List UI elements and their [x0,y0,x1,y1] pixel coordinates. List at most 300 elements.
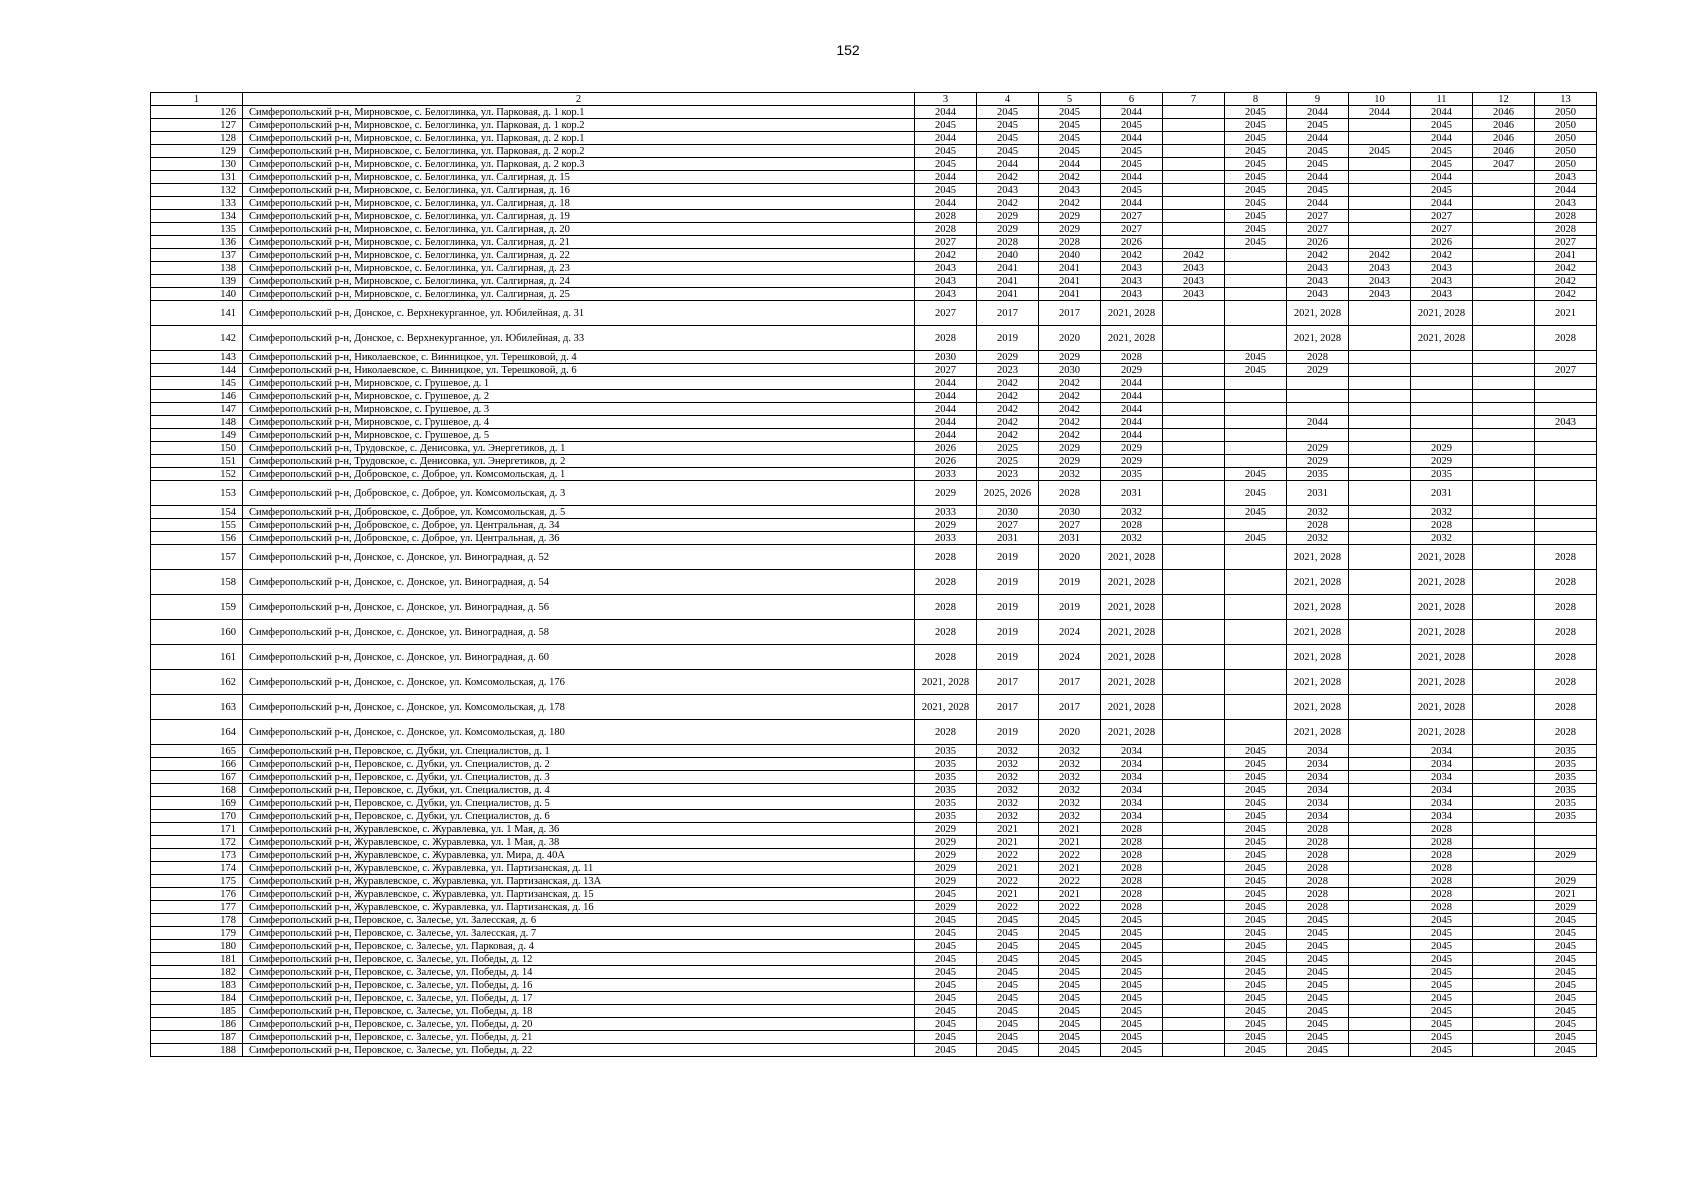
address-cell: Симферопольский р-н, Донское, с. Донское, ул. Виноградная, д. 60 [243,645,915,670]
row-number-cell: 164 [151,720,243,745]
year-cell [1287,377,1349,390]
year-cell [1473,771,1535,784]
year-cell: 2028 [1411,888,1473,901]
year-cell: 2021, 2028 [1287,301,1349,326]
year-cell [1473,171,1535,184]
year-cell [1287,390,1349,403]
year-cell: 2045 [977,940,1039,953]
row-number-cell: 171 [151,823,243,836]
year-cell: 2029 [915,519,977,532]
address-cell: Симферопольский р-н, Перовское, с. Дубки, ул. Специалистов, д. 2 [243,758,915,771]
year-cell: 2041 [1535,249,1597,262]
year-cell: 2043 [1535,416,1597,429]
year-cell: 2050 [1535,106,1597,119]
year-cell [1349,545,1411,570]
address-cell: Симферопольский р-н, Мирновское, с. Белоглинка, ул. Салгирная, д. 25 [243,288,915,301]
year-cell [1163,810,1225,823]
address-cell: Симферопольский р-н, Журавлевское, с. Журавлевка, ул. Партизанская, д. 16 [243,901,915,914]
row-number-cell: 137 [151,249,243,262]
header-row [151,93,1597,106]
row-number-cell: 163 [151,695,243,720]
year-cell: 2032 [1039,758,1101,771]
year-cell [1349,403,1411,416]
year-cell [1473,468,1535,481]
row-number-cell: 145 [151,377,243,390]
year-cell: 2019 [977,595,1039,620]
year-cell [1411,390,1473,403]
year-cell [1535,481,1597,506]
year-cell: 2028 [1535,695,1597,720]
year-cell: 2021, 2028 [1287,645,1349,670]
year-cell: 2045 [1101,940,1163,953]
table-row [151,442,1597,455]
year-cell [1163,979,1225,992]
row-number-cell: 183 [151,979,243,992]
year-cell [1473,595,1535,620]
year-cell [1473,927,1535,940]
year-cell: 2045 [1411,158,1473,171]
year-cell: 2029 [1287,442,1349,455]
address-cell: Симферопольский р-н, Перовское, с. Залесье, ул. Победы, д. 17 [243,992,915,1005]
year-cell: 2045 [1101,184,1163,197]
year-cell: 2021, 2028 [1101,595,1163,620]
year-cell: 2045 [1287,992,1349,1005]
year-cell [1535,377,1597,390]
year-cell [1411,351,1473,364]
year-cell: 2028 [1287,901,1349,914]
year-cell: 2045 [1225,1031,1287,1044]
address-cell: Симферопольский р-н, Журавлевское, с. Журавлевка, ул. 1 Мая, д. 36 [243,823,915,836]
address-cell: Симферопольский р-н, Донское, с. Донское, ул. Комсомольская, д. 180 [243,720,915,745]
year-cell: 2035 [1535,758,1597,771]
year-cell: 2028 [977,236,1039,249]
year-cell: 2023 [977,364,1039,377]
year-cell [1163,862,1225,875]
year-cell: 2032 [1039,784,1101,797]
year-cell [1473,416,1535,429]
year-cell: 2045 [1225,1018,1287,1031]
year-cell: 2028 [1535,223,1597,236]
year-cell: 2044 [1287,416,1349,429]
address-cell: Симферопольский р-н, Мирновское, с. Белоглинка, ул. Салгирная, д. 18 [243,197,915,210]
row-number-cell: 178 [151,914,243,927]
row-number-cell: 175 [151,875,243,888]
year-cell: 2045 [1039,927,1101,940]
year-cell [1163,326,1225,351]
year-cell: 2045 [1101,119,1163,132]
year-cell: 2043 [1411,288,1473,301]
year-cell [1473,1044,1535,1057]
column-header: 7 [1163,93,1225,106]
year-cell: 2021, 2028 [1101,570,1163,595]
year-cell: 2029 [1101,442,1163,455]
table-row [151,455,1597,468]
year-cell: 2044 [915,403,977,416]
year-cell: 2043 [1039,184,1101,197]
year-cell: 2044 [1101,390,1163,403]
address-cell: Симферопольский р-н, Мирновское, с. Белоглинка, ул. Салгирная, д. 21 [243,236,915,249]
year-cell: 2040 [1039,249,1101,262]
year-cell: 2045 [1225,532,1287,545]
year-cell: 2042 [1039,416,1101,429]
year-cell [1473,901,1535,914]
year-cell: 2028 [1287,519,1349,532]
year-cell: 2032 [977,771,1039,784]
year-cell: 2021, 2028 [1101,695,1163,720]
year-cell [1163,429,1225,442]
year-cell: 2045 [915,888,977,901]
year-cell: 2043 [1163,262,1225,275]
table-row [151,979,1597,992]
year-cell: 2045 [1225,106,1287,119]
year-cell [1473,940,1535,953]
address-cell: Симферопольский р-н, Перовское, с. Дубки, ул. Специалистов, д. 5 [243,797,915,810]
year-cell [1349,901,1411,914]
table-row [151,223,1597,236]
row-number-cell: 138 [151,262,243,275]
year-cell: 2046 [1473,145,1535,158]
year-cell: 2034 [1101,771,1163,784]
address-cell: Симферопольский р-н, Добровское, с. Доброе, ул. Комсомольская, д. 3 [243,481,915,506]
year-cell: 2026 [1287,236,1349,249]
year-cell [1535,455,1597,468]
year-cell: 2042 [1287,249,1349,262]
year-cell: 2044 [1101,416,1163,429]
year-cell: 2045 [1535,914,1597,927]
year-cell [1163,966,1225,979]
year-cell: 2045 [1225,953,1287,966]
year-cell: 2024 [1039,620,1101,645]
year-cell [1163,455,1225,468]
year-cell: 2045 [1225,468,1287,481]
year-cell [1473,862,1535,875]
year-cell: 2045 [1411,927,1473,940]
year-cell: 2045 [1225,992,1287,1005]
year-cell: 2021, 2028 [915,695,977,720]
year-cell: 2050 [1535,132,1597,145]
year-cell: 2045 [915,1044,977,1057]
year-cell: 2045 [1225,810,1287,823]
year-cell: 2045 [1101,914,1163,927]
year-cell: 2050 [1535,119,1597,132]
address-cell: Симферопольский р-н, Перовское, с. Дубки, ул. Специалистов, д. 3 [243,771,915,784]
year-cell [1225,416,1287,429]
year-cell: 2045 [1225,888,1287,901]
year-cell [1163,670,1225,695]
year-cell: 2045 [915,992,977,1005]
table-row [151,927,1597,940]
address-cell: Симферопольский р-н, Мирновское, с. Белоглинка, ул. Салгирная, д. 22 [243,249,915,262]
year-cell [1473,481,1535,506]
year-cell [1349,695,1411,720]
year-cell: 2027 [1535,236,1597,249]
year-cell: 2027 [915,236,977,249]
year-cell: 2044 [915,132,977,145]
table-row [151,119,1597,132]
year-cell [1163,351,1225,364]
year-cell: 2026 [1101,236,1163,249]
year-cell: 2045 [1225,1044,1287,1057]
year-cell: 2021, 2028 [1411,301,1473,326]
year-cell: 2045 [1287,1018,1349,1031]
year-cell: 2021, 2028 [1101,545,1163,570]
year-cell: 2032 [1039,771,1101,784]
year-cell [1225,670,1287,695]
table-row [151,953,1597,966]
year-cell: 2027 [1287,210,1349,223]
year-cell [1473,888,1535,901]
year-cell: 2042 [977,377,1039,390]
year-cell: 2045 [1411,992,1473,1005]
year-cell: 2045 [1225,836,1287,849]
year-cell: 2045 [977,992,1039,1005]
year-cell: 2045 [1225,145,1287,158]
year-cell: 2032 [1287,532,1349,545]
year-cell: 2043 [1349,262,1411,275]
year-cell: 2044 [915,390,977,403]
row-number-cell: 159 [151,595,243,620]
year-cell: 2045 [1225,849,1287,862]
year-cell [1163,145,1225,158]
table-row [151,966,1597,979]
year-cell: 2045 [1535,940,1597,953]
table-row [151,351,1597,364]
year-cell [1473,301,1535,326]
year-cell [1349,532,1411,545]
year-cell [1473,210,1535,223]
table-row [151,481,1597,506]
year-cell: 2045 [1225,784,1287,797]
year-cell: 2045 [915,145,977,158]
address-cell: Симферопольский р-н, Добровское, с. Доброе, ул. Комсомольская, д. 1 [243,468,915,481]
year-cell [1473,326,1535,351]
year-cell: 2028 [1101,875,1163,888]
address-cell: Симферопольский р-н, Мирновское, с. Белоглинка, ул. Салгирная, д. 24 [243,275,915,288]
year-cell: 2022 [1039,875,1101,888]
year-cell: 2031 [1101,481,1163,506]
row-number-cell: 179 [151,927,243,940]
year-cell: 2025, 2026 [977,481,1039,506]
year-cell: 2042 [1163,249,1225,262]
year-cell [1349,927,1411,940]
year-cell [1473,758,1535,771]
year-cell: 2045 [915,914,977,927]
year-cell: 2024 [1039,645,1101,670]
year-cell [1225,377,1287,390]
year-cell [1163,771,1225,784]
year-cell [1349,197,1411,210]
year-cell: 2028 [1287,351,1349,364]
year-cell: 2041 [1039,275,1101,288]
year-cell: 2043 [1287,275,1349,288]
table-row [151,758,1597,771]
year-cell: 2045 [915,184,977,197]
year-cell: 2045 [1225,210,1287,223]
year-cell: 2045 [1225,745,1287,758]
year-cell: 2034 [1411,784,1473,797]
year-cell: 2029 [1411,442,1473,455]
row-number-cell: 172 [151,836,243,849]
year-cell [1349,645,1411,670]
year-cell: 2025 [977,455,1039,468]
year-cell: 2034 [1411,771,1473,784]
address-cell: Симферопольский р-н, Журавлевское, с. Журавлевка, ул. 1 Мая, д. 38 [243,836,915,849]
year-cell: 2045 [977,1005,1039,1018]
year-cell [1349,442,1411,455]
table-row [151,545,1597,570]
year-cell: 2028 [1287,862,1349,875]
column-header: 5 [1039,93,1101,106]
year-cell: 2044 [1411,197,1473,210]
year-cell: 2028 [1535,210,1597,223]
table-row [151,275,1597,288]
year-cell [1349,416,1411,429]
table-row [151,429,1597,442]
year-cell [1349,849,1411,862]
year-cell: 2044 [977,158,1039,171]
table-row [151,595,1597,620]
year-cell: 2019 [977,570,1039,595]
year-cell: 2028 [1411,901,1473,914]
year-cell: 2021 [977,888,1039,901]
year-cell: 2028 [1535,545,1597,570]
row-number-cell: 185 [151,1005,243,1018]
year-cell [1473,532,1535,545]
year-cell: 2027 [1039,519,1101,532]
year-cell [1535,506,1597,519]
address-cell: Симферопольский р-н, Мирновское, с. Белоглинка, ул. Салгирная, д. 19 [243,210,915,223]
table-row [151,810,1597,823]
year-cell: 2035 [915,810,977,823]
year-cell: 2028 [1287,836,1349,849]
year-cell: 2047 [1473,158,1535,171]
year-cell [1163,849,1225,862]
year-cell: 2034 [1101,745,1163,758]
row-number-cell: 165 [151,745,243,758]
year-cell: 2028 [915,210,977,223]
column-header: 12 [1473,93,1535,106]
year-cell [1473,810,1535,823]
year-cell [1163,416,1225,429]
year-cell: 2034 [1287,784,1349,797]
year-cell: 2022 [1039,901,1101,914]
table-row [151,836,1597,849]
year-cell: 2028 [1411,519,1473,532]
year-cell: 2026 [915,442,977,455]
address-cell: Симферопольский р-н, Перовское, с. Дубки, ул. Специалистов, д. 4 [243,784,915,797]
row-number-cell: 160 [151,620,243,645]
table-row [151,145,1597,158]
year-cell: 2046 [1473,119,1535,132]
year-cell [1225,519,1287,532]
year-cell: 2045 [1411,979,1473,992]
year-cell [1535,429,1597,442]
address-cell: Симферопольский р-н, Журавлевское, с. Журавлевка, ул. Партизанская, д. 13А [243,875,915,888]
year-cell: 2045 [1349,145,1411,158]
year-cell: 2045 [1287,158,1349,171]
year-cell [1225,645,1287,670]
year-cell [1349,210,1411,223]
year-cell: 2019 [977,620,1039,645]
year-cell [1535,442,1597,455]
year-cell: 2028 [915,326,977,351]
year-cell: 2035 [915,745,977,758]
year-cell [1535,823,1597,836]
year-cell: 2034 [1101,797,1163,810]
year-cell: 2035 [1535,771,1597,784]
year-cell [1349,595,1411,620]
year-cell [1225,620,1287,645]
year-cell [1163,992,1225,1005]
year-cell [1163,364,1225,377]
year-cell: 2017 [977,301,1039,326]
year-cell: 2045 [1039,914,1101,927]
year-cell [1349,236,1411,249]
row-number-cell: 170 [151,810,243,823]
year-cell: 2028 [915,545,977,570]
year-cell: 2028 [1535,326,1597,351]
row-number-cell: 134 [151,210,243,223]
year-cell: 2028 [1535,595,1597,620]
year-cell: 2021 [1039,862,1101,875]
year-cell: 2045 [1101,992,1163,1005]
year-cell: 2045 [1101,1031,1163,1044]
column-header: 9 [1287,93,1349,106]
year-cell: 2032 [1287,506,1349,519]
table-row [151,210,1597,223]
table-row [151,940,1597,953]
year-cell [1473,197,1535,210]
year-cell: 2045 [1225,875,1287,888]
year-cell [1287,403,1349,416]
table-row [151,377,1597,390]
row-number-cell: 176 [151,888,243,901]
year-cell: 2029 [1039,223,1101,236]
year-cell [1473,442,1535,455]
row-number-cell: 151 [151,455,243,468]
year-cell [1473,966,1535,979]
year-cell [1225,403,1287,416]
address-cell: Симферопольский р-н, Перовское, с. Дубки, ул. Специалистов, д. 1 [243,745,915,758]
table-row [151,288,1597,301]
year-cell: 2029 [915,836,977,849]
year-cell: 2028 [1535,670,1597,695]
year-cell: 2032 [977,810,1039,823]
year-cell [1411,403,1473,416]
year-cell [1163,506,1225,519]
row-number-cell: 186 [151,1018,243,1031]
row-number-cell: 156 [151,532,243,545]
year-cell: 2028 [915,720,977,745]
year-cell: 2020 [1039,545,1101,570]
year-cell: 2045 [977,966,1039,979]
year-cell: 2027 [915,364,977,377]
year-cell: 2044 [1535,184,1597,197]
year-cell [1163,132,1225,145]
year-cell: 2034 [1287,758,1349,771]
year-cell: 2032 [1039,468,1101,481]
year-cell: 2028 [1535,645,1597,670]
year-cell: 2021, 2028 [1411,595,1473,620]
year-cell: 2042 [1039,403,1101,416]
row-number-cell: 133 [151,197,243,210]
year-cell [1225,545,1287,570]
year-cell: 2021, 2028 [1287,620,1349,645]
year-cell [1163,210,1225,223]
year-cell [1473,275,1535,288]
year-cell: 2032 [977,797,1039,810]
year-cell: 2032 [977,758,1039,771]
